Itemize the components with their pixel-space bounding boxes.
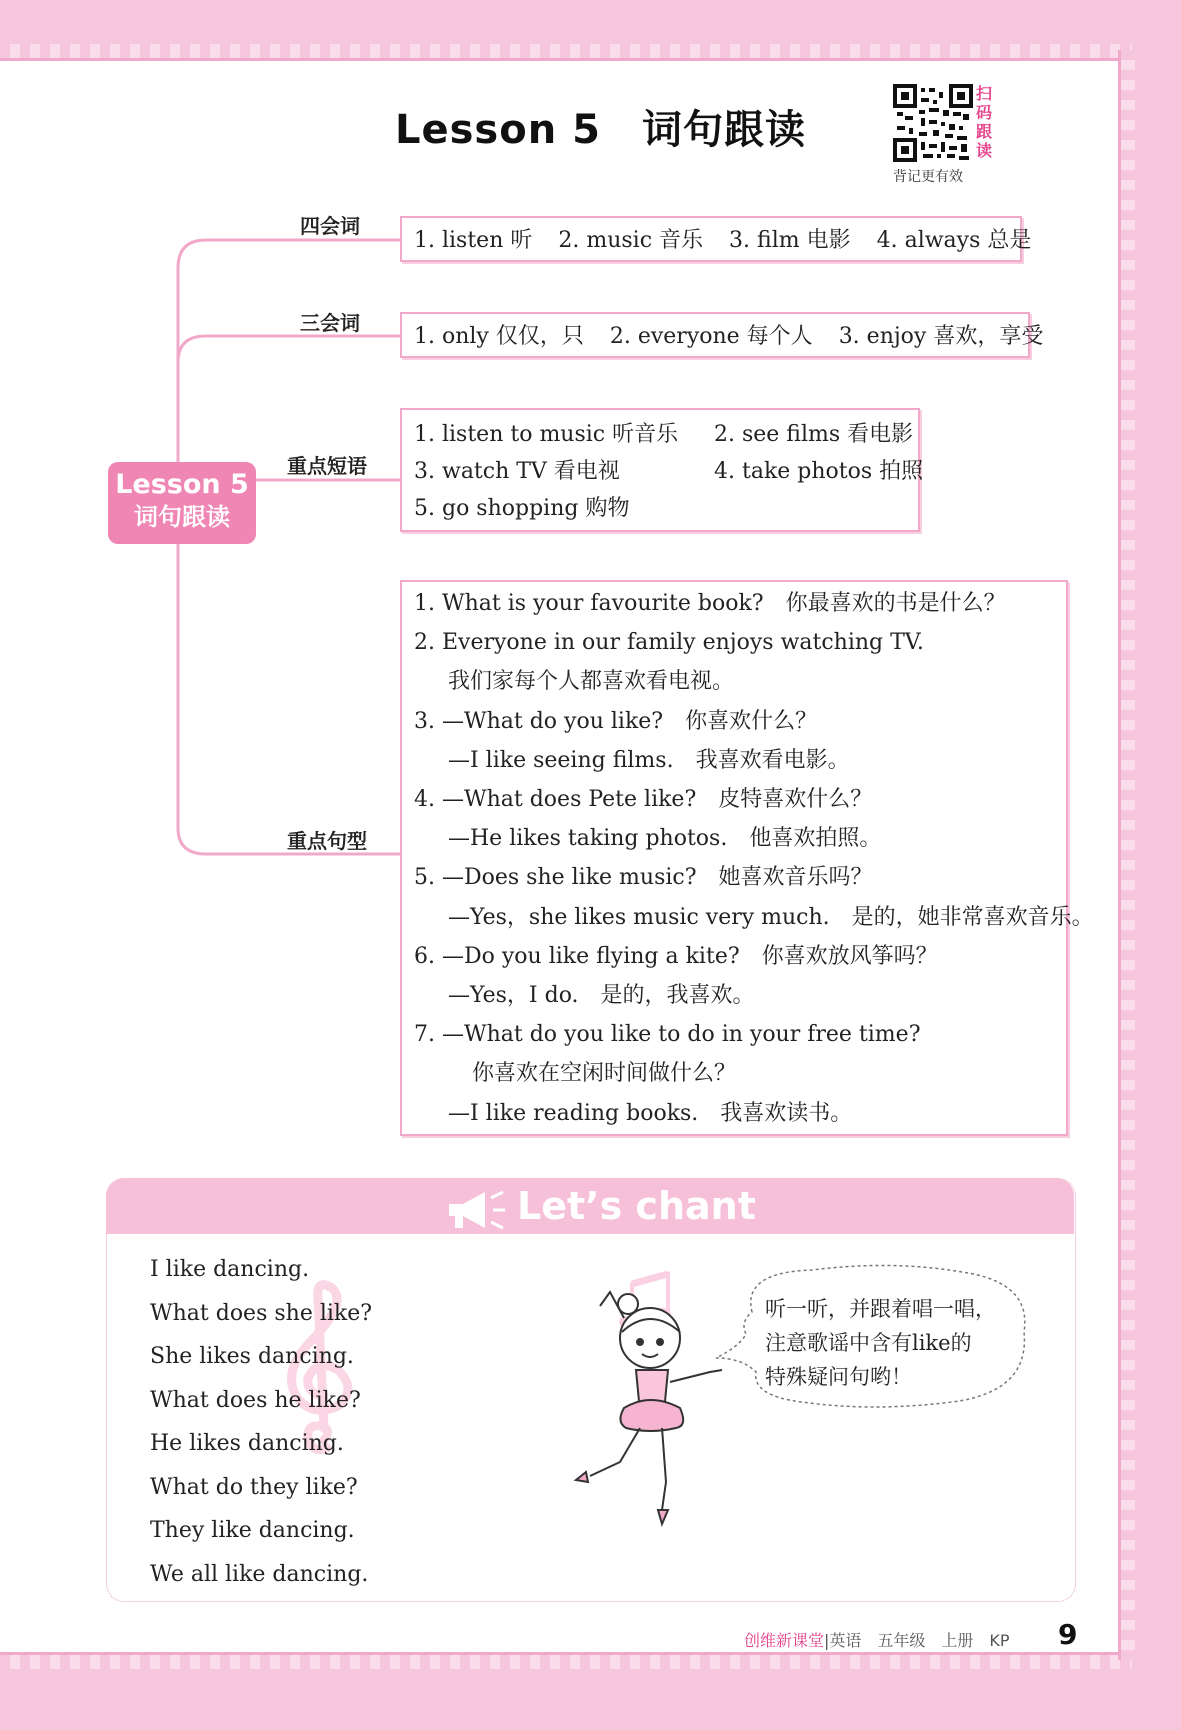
sentence-line: 6. —Do you like flying a kite? 你喜欢放风筝吗？ <box>414 943 938 969</box>
dancing-girl-illustration <box>570 1262 730 1542</box>
qr-side-char: 扫 <box>976 84 993 103</box>
center-subtitle: 词句跟读 <box>134 503 230 531</box>
sentence-line: —I like seeing films. 我喜欢看电影。 <box>448 747 850 773</box>
qr-caption: 背记更有效 <box>893 169 963 185</box>
lyric-line: We all like dancing. <box>150 1561 369 1587</box>
lyric-line: What does she like? <box>150 1300 373 1326</box>
footer-info <box>744 1628 1010 1651</box>
page-number: 9 <box>1058 1618 1078 1651</box>
page-title: Lesson 5 词句跟读 <box>395 107 806 153</box>
bubble-line: 注意歌谣中含有like的 <box>765 1331 972 1355</box>
label-key-phrases: 重点短语 <box>287 454 367 478</box>
word-item: 2. everyone 每个人 <box>609 324 813 349</box>
lyric-line: They like dancing. <box>150 1518 355 1543</box>
chant-lyrics <box>150 1248 372 1596</box>
key-phrases-box <box>400 408 924 532</box>
word-item: 4. always 总是 <box>876 228 1032 253</box>
four-skill-words-box <box>400 216 1032 262</box>
phrase-item: 2. see films 看电影 <box>714 422 914 447</box>
megaphone-icon <box>445 1188 507 1232</box>
sentence-line: 1. What is your favourite book? 你最喜欢的书是什么？ <box>414 591 1006 616</box>
word-list <box>414 222 1032 259</box>
sentence-line: —Yes，she likes music very much. 是的，她非常喜欢音乐。 <box>448 904 1094 930</box>
phrase-item: 1. listen to music 听音乐 <box>414 422 679 447</box>
sentence-line: 7. —What do you like to do in your free time? <box>414 1022 921 1048</box>
phrase-item: 5. go shopping 购物 <box>414 496 630 521</box>
footer-brand: 创维新课堂 <box>744 1631 825 1650</box>
sentence-line: 你喜欢在空闲时间做什么？ <box>472 1061 737 1087</box>
sentence-line: 我们家每个人都喜欢看电视。 <box>448 669 735 695</box>
footer-divider: | <box>824 1631 830 1650</box>
word-item: 3. enjoy 喜欢，享受 <box>838 324 1044 349</box>
three-skill-words-box <box>400 312 1044 358</box>
speech-bubble-text <box>765 1292 996 1394</box>
word-item: 1. only 仅仅，只 <box>414 324 584 349</box>
sentence-line: —I like reading books. 我喜欢读书。 <box>448 1100 853 1126</box>
lyric-line: What does he like? <box>150 1387 361 1413</box>
word-item: 3. film 电影 <box>729 228 851 253</box>
lesson-center-badge <box>108 462 256 544</box>
footer-subject: 英语 五年级 上册 KP <box>829 1631 1010 1650</box>
lyric-line: He likes dancing. <box>150 1431 344 1456</box>
bubble-line: 听一听，并跟着唱一唱， <box>765 1297 996 1321</box>
word-item: 2. music 音乐 <box>558 228 704 253</box>
sentence-line: 2. Everyone in our family enjoys watching TV. <box>414 630 924 656</box>
qr-side-char: 读 <box>976 141 993 160</box>
label-four-skill-words: 四会词 <box>300 214 360 238</box>
lyric-line: I like dancing. <box>150 1257 310 1282</box>
key-sentences-box <box>400 580 1094 1136</box>
sentence-line: 3. —What do you like? 你喜欢什么？ <box>414 708 818 734</box>
phrase-item: 4. take photos 拍照 <box>714 459 924 484</box>
phrase-item: 3. watch TV 看电视 <box>414 459 620 484</box>
sentence-line: —Yes，I do. 是的，我喜欢。 <box>448 983 755 1009</box>
chant-title: Let’s chant <box>517 1184 756 1228</box>
qr-side-char: 码 <box>976 103 993 122</box>
sentence-line: —He likes taking photos. 他喜欢拍照。 <box>448 826 882 852</box>
word-list <box>414 318 1044 355</box>
lyric-line: She likes dancing. <box>150 1344 354 1369</box>
phrase-grid <box>414 416 924 527</box>
lyric-line: What do they like? <box>150 1474 358 1500</box>
qr-side-char: 跟 <box>976 122 993 141</box>
center-title: Lesson 5 <box>115 469 249 500</box>
sentence-line: 4. —What does Pete like? 皮特喜欢什么？ <box>414 787 873 813</box>
bubble-line: 特殊疑问句哟！ <box>765 1365 912 1389</box>
label-key-sentences: 重点句型 <box>287 829 367 853</box>
word-item: 1. listen 听 <box>414 228 533 253</box>
sentence-line: 5. —Does she like music? 她喜欢音乐吗？ <box>414 865 873 891</box>
label-three-skill-words: 三会词 <box>300 311 360 335</box>
